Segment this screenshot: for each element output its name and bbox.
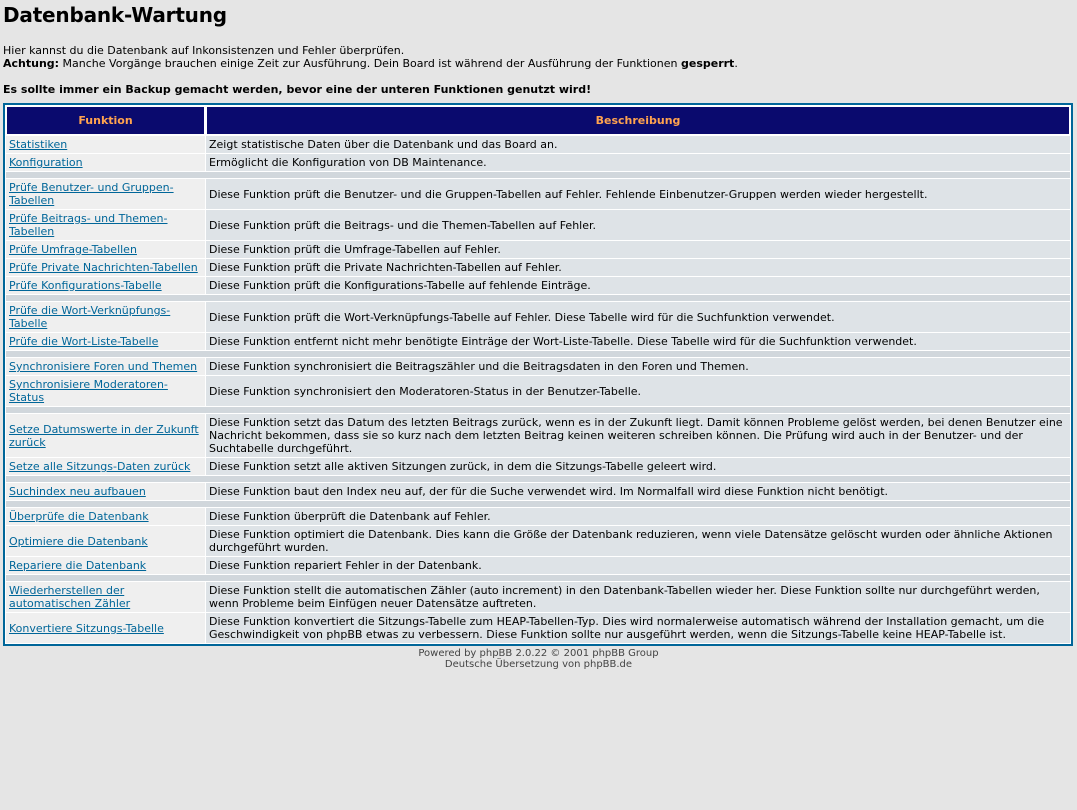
- maintenance-table: [3, 103, 1073, 646]
- description-cell: Ermöglicht die Konfiguration von DB Maintenance.: [206, 154, 1070, 171]
- table-row: [6, 154, 1070, 171]
- function-link[interactable]: Prüfe Konfigurations-Tabelle: [9, 279, 162, 292]
- function-cell: [6, 259, 205, 276]
- description-cell: Diese Funktion konvertiert die Sitzungs-Tabelle zum HEAP-Tabellen-Typ. Dies wird normalerweise automatisch während der Installation gemacht, um die Geschwindigkeit von phpBB etwas zu verbessern. Diese Funktion sollte nur ausgeführt werden, wenn die Sitzungs-Tabelle keine HEAP-Tabelle ist.: [206, 613, 1070, 643]
- table-row: [6, 179, 1070, 209]
- description-cell: Diese Funktion repariert Fehler in der Datenbank.: [206, 557, 1070, 574]
- table-row: [6, 414, 1070, 457]
- table-row: [6, 613, 1070, 643]
- intro-line-1: Hier kannst du die Datenbank auf Inkonsistenzen und Fehler überprüfen.: [3, 44, 405, 57]
- function-link[interactable]: Prüfe Beitrags- und Themen-Tabellen: [9, 212, 168, 238]
- table-header-row: [6, 106, 1070, 135]
- function-link[interactable]: Wiederherstellen der automatischen Zähler: [9, 584, 131, 610]
- function-link[interactable]: Setze alle Sitzungs-Daten zurück: [9, 460, 191, 473]
- table-row: [6, 210, 1070, 240]
- function-link[interactable]: Prüfe die Wort-Liste-Tabelle: [9, 335, 159, 348]
- function-link[interactable]: Überprüfe die Datenbank: [9, 510, 149, 523]
- function-cell: [6, 241, 205, 258]
- footer-translation: Deutsche Übersetzung von phpBB.de: [444, 659, 633, 670]
- description-cell: Diese Funktion stellt die automatischen Zähler (auto increment) in den Datenbank-Tabellen wieder her. Diese Funktion sollte nur durchgeführt werden, wenn Probleme beim Einfügen neuer Datensätze auftreten.: [206, 582, 1070, 612]
- separator-row: [6, 351, 1070, 357]
- function-cell: [6, 508, 205, 525]
- function-cell: [6, 302, 205, 332]
- table-row: [6, 483, 1070, 500]
- table-row: [6, 508, 1070, 525]
- function-link[interactable]: Prüfe Umfrage-Tabellen: [9, 243, 137, 256]
- description-cell: Diese Funktion synchronisiert die Beitragszähler und die Beitragsdaten in den Foren und Themen.: [206, 358, 1070, 375]
- table-row: [6, 241, 1070, 258]
- function-cell: [6, 582, 205, 612]
- footer-powered-by: Powered by phpBB 2.0.22 © 2001 phpBB Group: [418, 648, 659, 659]
- table-row: [6, 259, 1070, 276]
- function-cell: [6, 136, 205, 153]
- function-cell: [6, 526, 205, 556]
- function-cell: [6, 210, 205, 240]
- function-link[interactable]: Konvertiere Sitzungs-Tabelle: [9, 621, 164, 635]
- description-cell: Diese Funktion prüft die Benutzer- und die Gruppen-Tabellen auf Fehler. Fehlende Einbenutzer-Gruppen werden wieder hergestellt.: [206, 179, 1070, 209]
- table-row: [6, 358, 1070, 375]
- table-row: [6, 333, 1070, 350]
- function-cell: [6, 154, 205, 171]
- description-cell: Diese Funktion prüft die Umfrage-Tabellen auf Fehler.: [206, 241, 1070, 258]
- table-row: [6, 582, 1070, 612]
- separator-row: [6, 476, 1070, 482]
- description-cell: Diese Funktion synchronisiert den Moderatoren-Status in der Benutzer-Tabelle.: [206, 376, 1070, 406]
- intro-line-2: Manche Vorgänge brauchen einige Zeit zur Ausführung. Dein Board ist während der Ausführung der Funktionen: [59, 57, 681, 70]
- function-link[interactable]: Optimiere die Datenbank: [9, 534, 148, 548]
- page-title: Datenbank-Wartung: [3, 3, 227, 27]
- separator-cell: [6, 476, 1070, 482]
- separator-cell: [6, 407, 1070, 413]
- function-cell: [6, 333, 205, 350]
- intro-attention-label: Achtung:: [3, 57, 60, 70]
- intro-text: [3, 44, 1074, 70]
- table-body: [6, 136, 1070, 643]
- table-row: [6, 376, 1070, 406]
- separator-cell: [6, 351, 1070, 357]
- function-link[interactable]: Repariere die Datenbank: [9, 559, 147, 572]
- function-link[interactable]: Prüfe die Wort-Verknüpfungs-Tabelle: [9, 304, 171, 330]
- function-cell: [6, 358, 205, 375]
- intro-locked-word: gesperrt: [680, 57, 735, 70]
- backup-warning: Es sollte immer ein Backup gemacht werden, bevor eine der unteren Funktionen genutzt wird!: [3, 83, 592, 96]
- description-cell: Diese Funktion prüft die Private Nachrichten-Tabellen auf Fehler.: [206, 259, 1070, 276]
- header-description: Beschreibung: [206, 106, 1070, 135]
- function-cell: [6, 414, 205, 457]
- function-link[interactable]: Konfiguration: [9, 156, 83, 169]
- separator-cell: [6, 295, 1070, 301]
- table-row: [6, 458, 1070, 475]
- separator-cell: [6, 172, 1070, 178]
- function-cell: [6, 277, 205, 294]
- function-cell: [6, 483, 205, 500]
- footer: [3, 648, 1074, 670]
- table-row: [6, 526, 1070, 556]
- separator-cell: [6, 501, 1070, 507]
- function-cell: [6, 458, 205, 475]
- function-cell: [6, 376, 205, 406]
- function-link[interactable]: Synchronisiere Moderatoren-Status: [9, 378, 168, 404]
- separator-row: [6, 295, 1070, 301]
- table-row: [6, 302, 1070, 332]
- description-cell: Zeigt statistische Daten über die Datenbank und das Board an.: [206, 136, 1070, 153]
- description-cell: Diese Funktion überprüft die Datenbank auf Fehler.: [206, 508, 1070, 525]
- function-link[interactable]: Statistiken: [9, 138, 68, 151]
- description-cell: Diese Funktion prüft die Konfigurations-Tabelle auf fehlende Einträge.: [206, 277, 1070, 294]
- header-function: Funktion: [6, 106, 205, 135]
- description-cell: Diese Funktion optimiert die Datenbank. Dies kann die Größe der Datenbank reduzieren, wenn viele Datensätze gelöscht wurden oder ähnliche Aktionen durchgeführt wurden.: [206, 526, 1070, 556]
- table-row: [6, 277, 1070, 294]
- function-link[interactable]: Prüfe Private Nachrichten-Tabellen: [9, 261, 198, 274]
- description-cell: Diese Funktion prüft die Beitrags- und die Themen-Tabellen auf Fehler.: [206, 210, 1070, 240]
- description-cell: Diese Funktion setzt das Datum des letzten Beitrags zurück, wenn es in der Zukunft liegt. Damit können Probleme gelöst werden, bei denen Benutzer eine Nachricht bekommen, dass sie so kurz nach dem letzten Beitrag keinen weiteren schreiben können. Die Prüfung wird auch in der Benutzer- und der Suchtabelle durchgeführt.: [206, 414, 1070, 457]
- separator-row: [6, 172, 1070, 178]
- separator-cell: [6, 575, 1070, 581]
- description-cell: Diese Funktion baut den Index neu auf, der für die Suche verwendet wird. Im Normalfall wird diese Funktion nicht benötigt.: [206, 483, 1070, 500]
- intro-end: .: [734, 57, 738, 70]
- separator-row: [6, 407, 1070, 413]
- table-row: [6, 136, 1070, 153]
- function-link[interactable]: Setze Datumswerte in der Zukunft zurück: [9, 422, 199, 449]
- separator-row: [6, 501, 1070, 507]
- description-cell: Diese Funktion entfernt nicht mehr benötigte Einträge der Wort-Liste-Tabelle. Diese Tabelle wird für die Suchfunktion verwendet.: [206, 333, 1070, 350]
- function-cell: [6, 557, 205, 574]
- function-link[interactable]: Synchronisiere Foren und Themen: [9, 360, 198, 373]
- description-cell: Diese Funktion prüft die Wort-Verknüpfungs-Tabelle auf Fehler. Diese Tabelle wird für die Suchfunktion verwendet.: [206, 302, 1070, 332]
- function-link[interactable]: Prüfe Benutzer- und Gruppen-Tabellen: [9, 181, 174, 207]
- function-cell: [6, 179, 205, 209]
- function-cell: [6, 613, 205, 643]
- table-row: [6, 557, 1070, 574]
- function-link[interactable]: Suchindex neu aufbauen: [9, 485, 146, 498]
- separator-row: [6, 575, 1070, 581]
- description-cell: Diese Funktion setzt alle aktiven Sitzungen zurück, in dem die Sitzungs-Tabelle geleert wird.: [206, 458, 1070, 475]
